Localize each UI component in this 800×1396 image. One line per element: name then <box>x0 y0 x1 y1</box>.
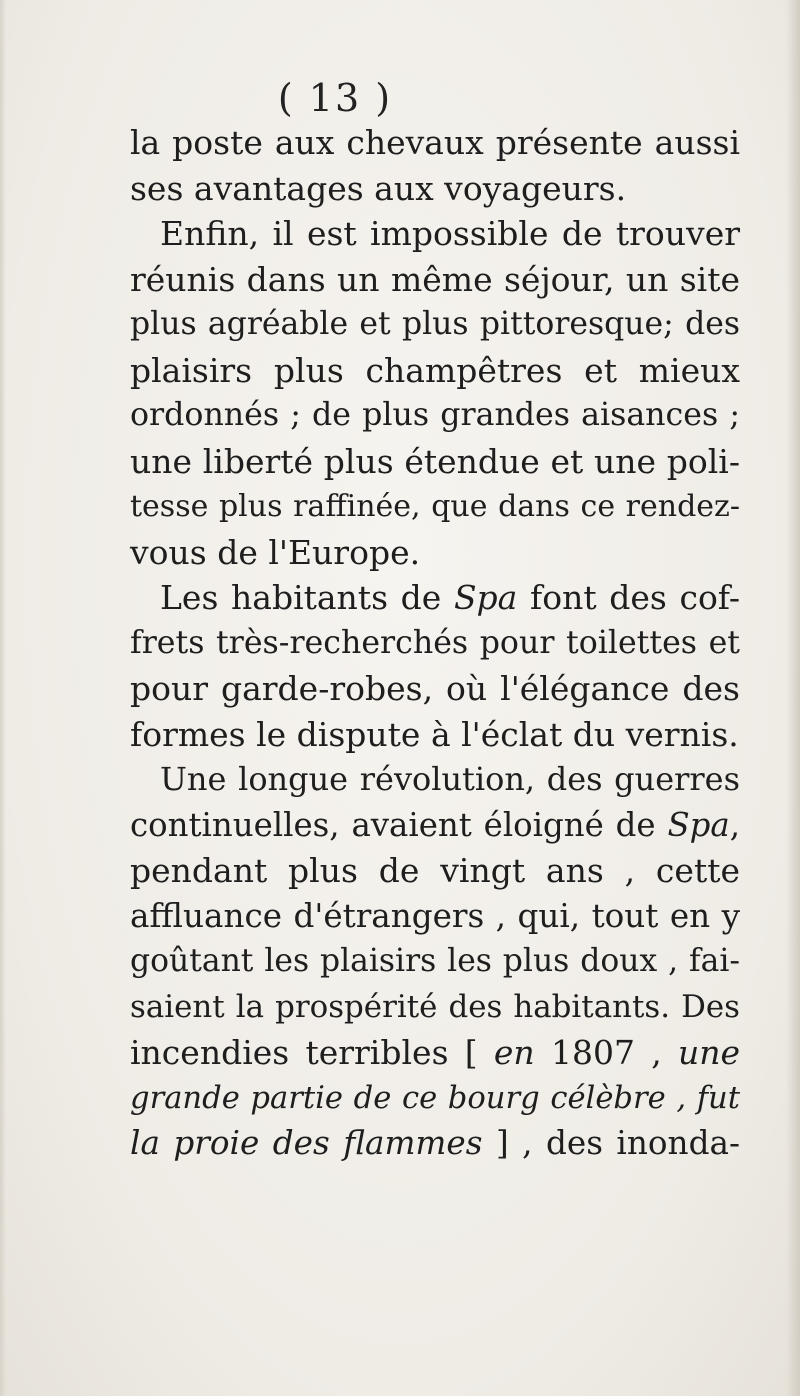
text-line <box>130 120 740 166</box>
text-segment: ordonnés ; de plus grandes aisances ; <box>130 397 740 433</box>
page-number: ( 13 ) <box>277 76 393 120</box>
text-segment: Enfin, il est impossible de trouver <box>160 214 740 253</box>
text-segment: une liberté plus étendue et une poli- <box>130 441 740 481</box>
text-segment: Une longue révolution, des guerres <box>160 760 740 798</box>
text-segment: goûtant les plaisirs les plus doux , fai- <box>130 943 740 979</box>
text-line <box>130 530 740 576</box>
italic-text: la proie des flammes <box>130 1124 483 1162</box>
text-segment: frets très-recherchés pour toilettes et <box>130 624 740 661</box>
text-segment: Les habitants de <box>160 578 454 617</box>
text-segment: , <box>729 805 740 844</box>
text-line <box>130 484 740 530</box>
text-line <box>130 848 740 894</box>
text-line <box>130 985 740 1031</box>
text-segment: 1807 , <box>534 1033 678 1072</box>
text-line <box>130 757 740 803</box>
page-edge-right <box>786 0 800 1396</box>
text-segment: affluance d'étrangers , qui, tout en y <box>130 896 740 935</box>
text-line <box>130 393 740 439</box>
text-segment: plaisirs plus champêtres et mieux <box>130 350 740 390</box>
body-text <box>130 120 740 1167</box>
text-line <box>130 211 740 257</box>
text-line <box>130 257 740 303</box>
text-line <box>130 1121 740 1167</box>
text-segment: pour garde-robes, où l'élégance des <box>130 669 740 708</box>
text-line <box>130 166 740 212</box>
text-segment: la poste aux chevaux présente aussi <box>130 123 740 162</box>
text-line <box>130 348 740 394</box>
text-segment: pendant plus de vingt ans , cette <box>130 851 740 890</box>
italic-text: Spa <box>667 805 730 844</box>
text-line <box>130 621 740 667</box>
italic-text: Spa <box>453 578 518 617</box>
text-segment: incendies terribles [ <box>130 1033 494 1072</box>
text-line <box>130 666 740 712</box>
text-line <box>130 803 740 849</box>
text-line <box>130 302 740 348</box>
page-edge-left <box>0 0 6 1396</box>
text-segment: saient la prospérité des habitants. Des <box>130 988 740 1025</box>
text-segment: formes le dispute à l'éclat du vernis. <box>130 714 739 754</box>
text-segment: ses avantages aux voyageurs. <box>130 168 627 208</box>
text-segment: font des cof- <box>517 578 740 617</box>
italic-text: grande partie de ce bourg célèbre , fut <box>130 1080 740 1116</box>
text-line <box>130 939 740 985</box>
text-segment: réunis dans un même séjour, un site <box>130 259 740 299</box>
text-line <box>130 712 740 758</box>
text-segment: vous de l'Europe. <box>130 532 421 572</box>
italic-text: en <box>493 1033 535 1072</box>
italic-text: une <box>677 1033 740 1072</box>
text-segment: plus agréable et plus pittoresque; des <box>130 306 740 342</box>
text-segment: ] , des inonda- <box>482 1124 740 1162</box>
text-line <box>130 439 740 485</box>
text-segment: continuelles, avaient éloigné de <box>130 805 668 844</box>
text-line <box>130 894 740 940</box>
text-segment: tesse plus raffinée, que dans ce rendez- <box>130 489 740 524</box>
text-line <box>130 1030 740 1076</box>
text-line <box>130 575 740 621</box>
text-line <box>130 1076 740 1122</box>
